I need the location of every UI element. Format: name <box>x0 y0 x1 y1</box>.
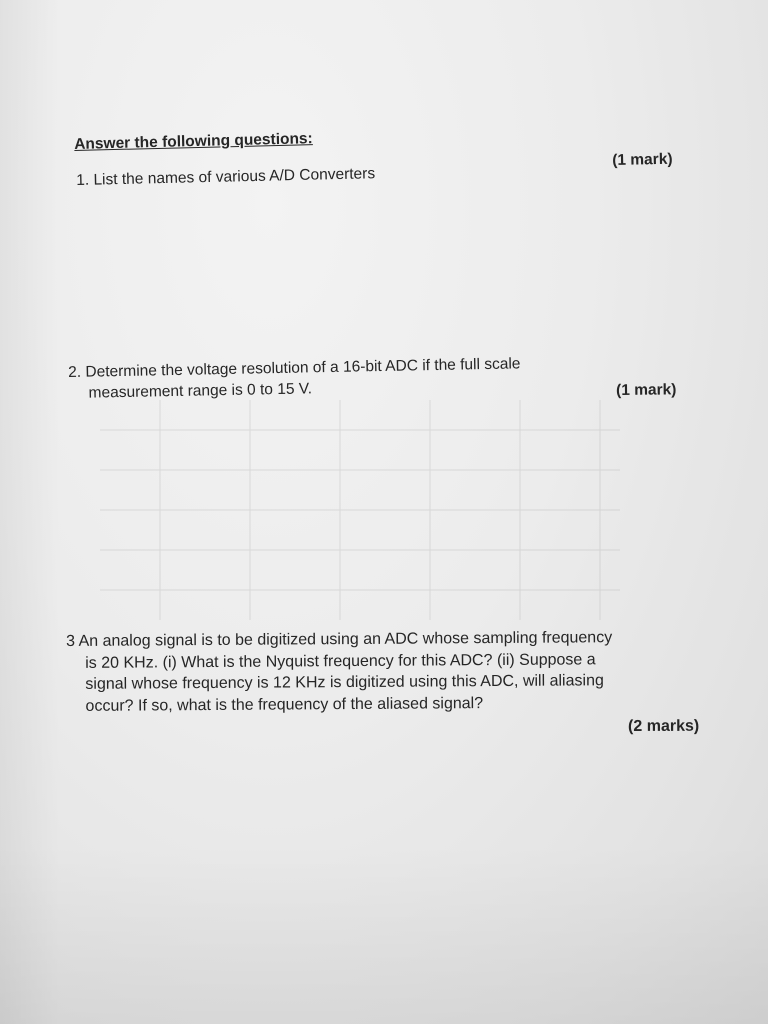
question-3-line-1: 3 An analog signal is to be digitized using an ADC whose sampling frequency <box>66 629 613 650</box>
show-through-grid <box>100 400 620 620</box>
question-3-line-2: is 20 KHz. (i) What is the Nyquist frequency for this ADC? (ii) Suppose a <box>85 650 596 672</box>
question-2-line-1: 2. Determine the voltage resolution of a 16-bit ADC if the full scale <box>68 355 521 381</box>
question-3-line-3: signal whose frequency is 12 KHz is digitized using this ADC, will aliasing <box>85 672 604 693</box>
question-2-text <box>68 353 521 404</box>
paper-shadow-bottom <box>0 844 768 1024</box>
question-1-text: 1. List the names of various A/D Converters <box>76 165 376 189</box>
question-2-marks: (1 mark) <box>616 381 677 399</box>
worksheet-heading: Answer the following questions: <box>74 130 313 153</box>
question-2-line-2: measurement range is 0 to 15 V. <box>88 380 313 402</box>
question-3-marks: (2 marks) <box>628 717 700 735</box>
question-3-text <box>66 627 613 717</box>
question-1-marks: (1 mark) <box>612 150 673 169</box>
question-3-line-4: occur? If so, what is the frequency of the aliased signal? <box>85 694 484 715</box>
